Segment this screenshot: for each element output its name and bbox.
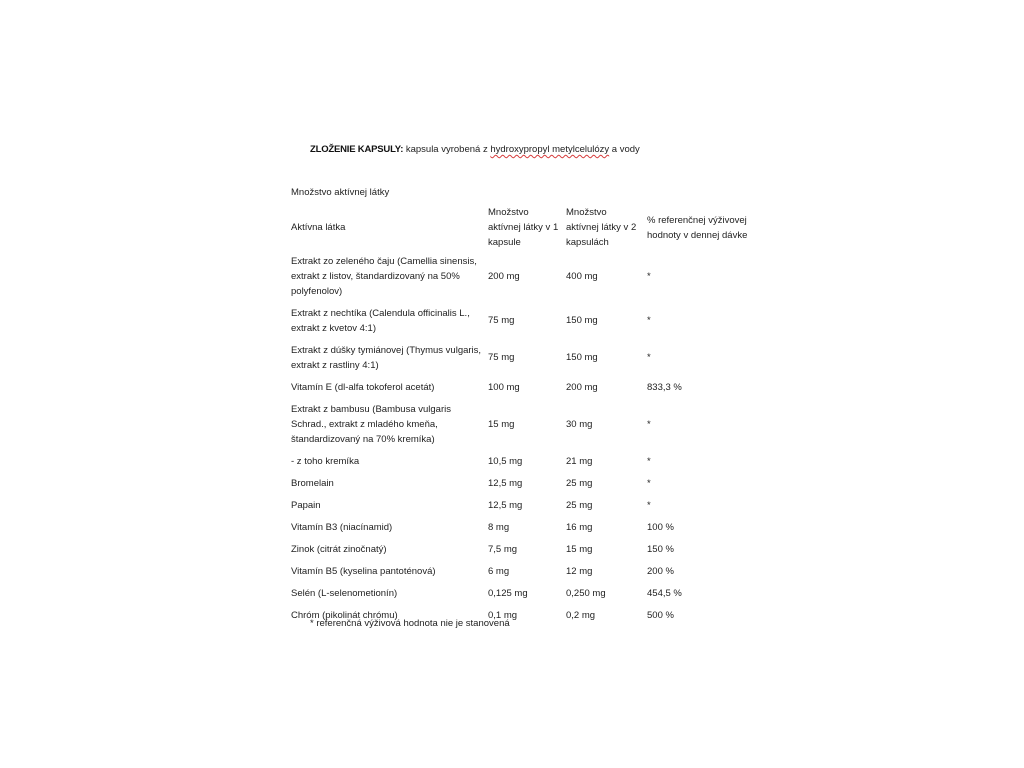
capsule-composition (310, 142, 810, 157)
table-row (288, 560, 760, 582)
amount-one-capsule: 12,5 mg (488, 477, 523, 489)
ingredient-name: Selén (L-selenometionín) (291, 587, 398, 599)
table-row (288, 582, 760, 604)
reference-value: 150 % (647, 543, 674, 555)
amount-two-capsules: 21 mg (566, 455, 593, 467)
ingredient-name: Vitamín B5 (kyselina pantoténová) (291, 565, 436, 577)
reference-value: * (647, 315, 651, 326)
reference-value: * (647, 477, 651, 489)
amount-two-capsules: 150 mg (566, 352, 598, 363)
amount-one-capsule: 75 mg (488, 315, 515, 326)
table-row (288, 250, 760, 302)
reference-value: 833,3 % (647, 381, 682, 393)
amount-one-capsule: 15 mg (488, 418, 515, 430)
amount-one-capsule: 6 mg (488, 565, 510, 577)
table-row (288, 494, 760, 516)
ingredient-name: - z toho kremíka (291, 455, 360, 467)
reference-value: 200 % (647, 565, 674, 577)
amount-one-capsule: 0,125 mg (488, 587, 528, 599)
table-row (288, 450, 760, 472)
amount-one-capsule: 7,5 mg (488, 543, 518, 555)
reference-value: * (647, 270, 651, 282)
amount-one-capsule: 10,5 mg (488, 455, 523, 467)
amount-two-capsules: 25 mg (566, 477, 593, 489)
amount-two-capsules: 0,2 mg (566, 609, 596, 621)
header-active-substance: Aktívna látka (291, 222, 346, 233)
amount-two-capsules: 25 mg (566, 499, 593, 511)
active-ingredients-table (288, 205, 760, 626)
ingredient-name: Zinok (citrát zinočnatý) (291, 543, 387, 555)
amount-one-capsule: 75 mg (488, 352, 515, 363)
amount-two-capsules: 400 mg (566, 270, 598, 282)
ingredient-name: Vitamín B3 (niacínamid) (291, 521, 393, 533)
reference-value: 500 % (647, 609, 674, 621)
amount-two-capsules: 200 mg (566, 381, 598, 393)
composition-text-after: a vody (609, 144, 640, 155)
amount-two-capsules: 15 mg (566, 543, 593, 555)
amount-one-capsule: 0,1 mg (488, 609, 518, 621)
composition-text-before: kapsula vyrobená z (403, 144, 491, 155)
composition-label: ZLOŽENIE KAPSULY: (310, 144, 404, 155)
reference-value: * (647, 455, 651, 467)
table-row (288, 339, 760, 376)
footnote: * referenčná výživová hodnota nie je stanovená (310, 618, 510, 629)
ingredient-name: Chróm (pikolinát chrómu) (291, 609, 398, 621)
ingredient-name: Extrakt z bambusu (Bambusa vulgaris Schrad., extrakt z mladého kmeňa, štandardizovaný na 70% kremíka) (291, 403, 451, 445)
reference-value: 100 % (647, 521, 674, 533)
amount-one-capsule: 8 mg (488, 521, 510, 533)
table-row (288, 302, 760, 339)
reference-value: * (647, 499, 651, 511)
amount-two-capsules: 12 mg (566, 565, 593, 577)
table-row (288, 398, 760, 450)
amount-two-capsules: 16 mg (566, 521, 593, 533)
ingredient-name: Bromelain (291, 477, 334, 489)
ingredient-name: Vitamín E (dl-alfa tokoferol acetát) (291, 381, 435, 393)
ingredient-name: Extrakt z nechtíka (Calendula officinalis L., extrakt z kvetov 4:1) (291, 307, 470, 334)
section-title: Množstvo aktívnej látky (291, 187, 390, 198)
amount-two-capsules: 30 mg (566, 418, 593, 430)
table-row (288, 516, 760, 538)
reference-value: 454,5 % (647, 587, 682, 599)
reference-value: * (647, 418, 651, 430)
header-amount-one-capsule: Množstvo aktívnej látky v 1 kapsule (488, 207, 559, 248)
header-amount-two-capsules: Množstvo aktívnej látky v 2 kapsulách (566, 207, 637, 248)
amount-two-capsules: 0,250 mg (566, 587, 606, 599)
amount-one-capsule: 200 mg (488, 270, 520, 282)
amount-two-capsules: 150 mg (566, 315, 598, 326)
composition-text-underlined: hydroxypropyl metylcelulózy (490, 144, 610, 155)
ingredient-name: Extrakt zo zeleného čaju (Camellia sinensis, extrakt z listov, štandardizovaný na 50% polyfenolov) (291, 255, 477, 297)
amount-one-capsule: 12,5 mg (488, 499, 523, 511)
table-row (288, 376, 760, 398)
header-reference-value: % referenčnej výživovej hodnoty v dennej dávke (647, 214, 748, 241)
table-row (288, 472, 760, 494)
amount-one-capsule: 100 mg (488, 381, 520, 393)
table-row (288, 538, 760, 560)
reference-value: * (647, 352, 651, 363)
table-header-row (288, 205, 760, 250)
ingredient-name: Papain (291, 499, 321, 511)
ingredient-name: Extrakt z dúšky tymiánovej (Thymus vulgaris, extrakt z rastliny 4:1) (291, 344, 482, 371)
